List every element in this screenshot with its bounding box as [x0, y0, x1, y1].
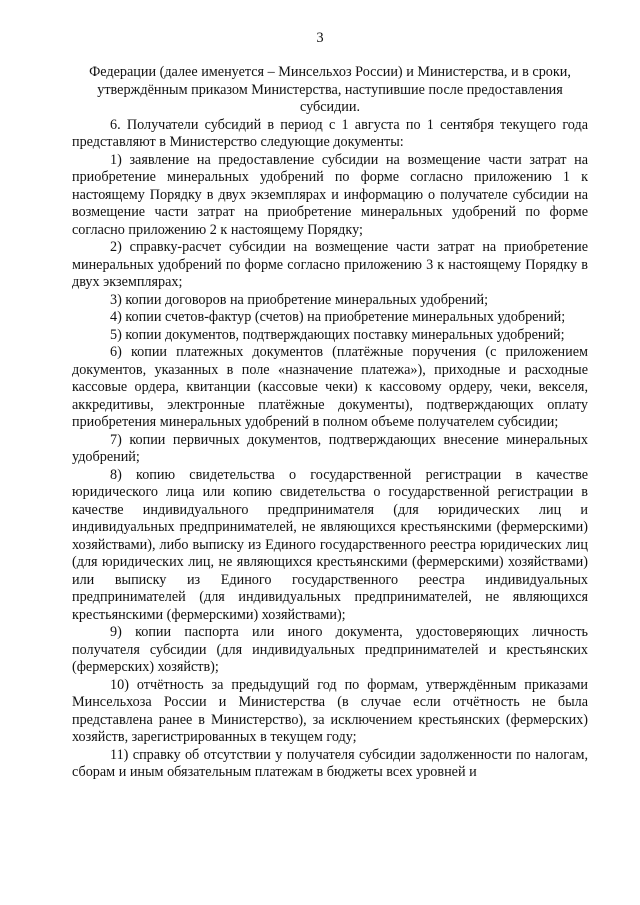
list-item: 2) справку-расчет субсидии на возмещение части затрат на приобретение минеральных удобрений по форме согласно приложению 3 к настоящему Порядку в двух экземплярах; [72, 239, 588, 290]
list-item: 1) заявление на предоставление субсидии на возмещение части затрат на приобретение минеральных удобрений по форме согласно приложению 1 к настоящему Порядку в двух экземплярах и информацию о получателе субсидии на возмещение части затрат на приобретение минеральных удобрений по форме согласно приложению 2 к настоящему Порядку; [72, 151, 588, 238]
document-body [72, 64, 588, 782]
paragraph-item-6: 6. Получатели субсидий в период с 1 августа по 1 сентября текущего года представляют в Министерство следующие документы: [72, 116, 588, 150]
list-item: 9) копии паспорта или иного документа, удостоверяющих личность получателя субсидии (для индивидуальных предпринимателей и крестьянских (фермерских) хозяйств); [72, 624, 588, 675]
list-item: 6) копии платежных документов (платёжные поручения (с приложением документов, указанных в поле «назначение платежа»), приходные и расходные кассовые ордера, квитанции (кассовые чеки) к кассовому ордеру, чеки, векселя, аккредитивы, электронные платёжные документы), подтверждающих оплату приобретения минеральных удобрений в полном объеме получателем субсидии; [72, 344, 588, 430]
list-item: 11) справку об отсутствии у получателя субсидии задолженности по налогам, сборам и иным обязательным платежам в бюджеты всех уровней и [72, 746, 588, 780]
list-item: 8) копию свидетельства о государственной регистрации в качестве юридического лица или копию свидетельства о государственной регистрации в качестве индивидуального предпринимателя (для юридических лиц и индивидуальных предпринимателей, не являющихся крестьянскими (фермерскими) хозяйствами), либо выписку из Единого государственного реестра юридических лиц (для юридических лиц, не являющихся крестьянскими (фермерскими) хозяйствами) или выписку из Единого государственного реестра индивидуальных предпринимателей (для индивидуальных предпринимателей, не являющихся крестьянскими (фермерскими) хозяйствами); [72, 466, 588, 623]
list-item: 3) копии договоров на приобретение минеральных удобрений; [110, 291, 489, 308]
paragraph-continuation: Федерации (далее именуется – Минсельхоз России) и Министерства, и в сроки, утверждённым приказом Министерства, наступившие после предоставления субсидии. [89, 64, 571, 115]
list-item: 10) отчётность за предыдущий год по формам, утверждённым приказами Минсельхоза России и Министерства (в случае если отчётность не была представлена ранее в Министерство), за исключением крестьянских (фермерских) хозяйств, зарегистрированных в текущем году; [72, 676, 588, 745]
list-item: 5) копии документов, подтверждающих поставку минеральных удобрений; [110, 326, 565, 343]
list-item: 4) копии счетов-фактур (счетов) на приобретение минеральных удобрений; [110, 309, 566, 325]
list-item: 7) копии первичных документов, подтверждающих внесение минеральных удобрений; [72, 431, 588, 465]
page-number: 3 [316, 30, 324, 46]
